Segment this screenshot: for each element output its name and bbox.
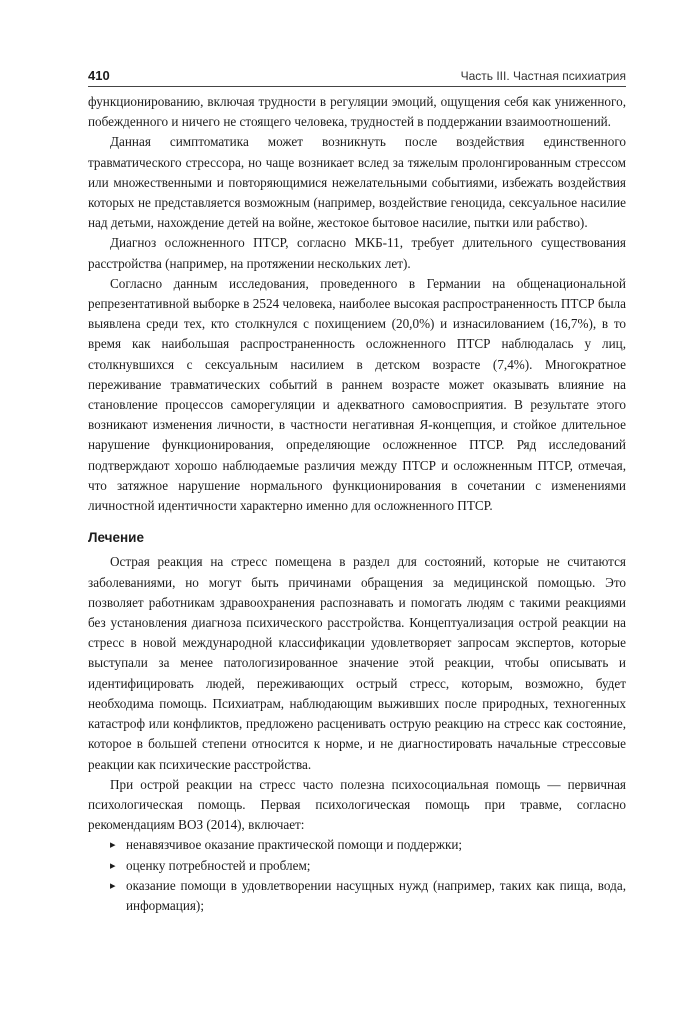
list-item	[110, 876, 626, 916]
paragraph: При острой реакции на стресс часто полезна психосоциальная помощь — первичная психологическая помощь. Первая психологическая помощь при травме, согласно рекомендациям ВОЗ (2014), включает:	[88, 776, 626, 833]
list-item	[110, 835, 626, 855]
running-head: Часть III. Частная психиатрия	[460, 69, 626, 83]
paragraph: Данная симптоматика может возникнуть после воздействия единственного травматического стрессора, но чаще возникает вслед за тяжелым пролонгированным стрессом или множественными и повторяющимися нежелательными событиями, избежать воздействия которых не представляется возможным (например, воздействие геноцида, сексуальное насилие над детьми, нахождение детей на войне, жестокое бытовое насилие, пытки или рабство).	[88, 134, 626, 231]
page-number: 410	[88, 68, 110, 83]
page-body	[88, 92, 626, 916]
list-item-text: ненавязчивое оказание практической помощи и поддержки;	[126, 837, 463, 853]
header-rule	[88, 86, 626, 87]
paragraph: Диагноз осложненного ПТСР, согласно МКБ-11, требует длительного существования расстройства (например, на протяжении нескольких лет).	[88, 235, 626, 271]
page-header	[88, 68, 626, 83]
triangle-bullet-icon: ▸	[110, 879, 116, 892]
section-heading: Лечение	[88, 530, 144, 546]
paragraph: Острая реакция на стресс помещена в раздел для состояний, которые не считаются заболеваниями, но могут быть причинами обращения за медицинской помощью. Это позволяет работникам здравоохранения распознавать и помогать людям с такими реакциями без установления диагноза психического расстройства. Концептуализация острой реакции на стресс в новой международной классификации удовлетворяет запросам экспертов, которые выступали за менее патологизированное значение этой реакции, чтобы описывать и идентифицировать людей, переживающих острый стресс, которым, возможно, будет необходима помощь. Психиатрам, наблюдающим выживших после природных, техногенных катастроф или конфликтов, предложено расценивать острую реакцию на стресс как состояние, которое в большей степени относится к норме, и не диагностировать начальные стрессовые реакции как психические расстройства.	[88, 554, 626, 772]
list-item-text: оценку потребностей и проблем;	[126, 857, 311, 873]
bullet-list	[88, 835, 626, 916]
paragraph: Согласно данным исследования, проведенного в Германии на общенациональной репрезентативной выборке в 2524 человека, наиболее высокая распространенность ПТСР была выявлена среди тех, кто столкнулся с похищением (20,0%) и изнасилованием (16,7%), в то время как наибольшая распространенность осложненного ПТСР наблюдалась у лиц, столкнувшихся с сексуальным насилием в детском возрасте (7,4%). Многократное переживание травматических событий в раннем возрасте может оказывать влияние на становление процессов саморегуляции и адекватного самовосприятия. В результате этого возникают изменения личности, в частности негативная Я-концепция, и стойкое длительное нарушение функционирования, определяющие осложненное ПТСР. Ряд исследований подтверждают хорошо наблюдаемые различия между ПТСР и осложненным ПТСР, отмечая, что затяжное нарушение нормального функционирования в сочетании с изменениями личностной идентичности характерно именно для осложненного ПТСР.	[88, 275, 626, 514]
list-item-text: оказание помощи в удовлетворении насущных нужд (например, таких как пища, вода, информация);	[126, 877, 626, 913]
triangle-bullet-icon: ▸	[110, 839, 116, 852]
list-item	[110, 856, 626, 876]
triangle-bullet-icon: ▸	[110, 859, 116, 872]
paragraph-continued: функционированию, включая трудности в регуляции эмоций, ощущения себя как униженного, побежденного и ничего не стоящего человека, трудностей в поддержании взаимоотношений.	[88, 94, 626, 130]
